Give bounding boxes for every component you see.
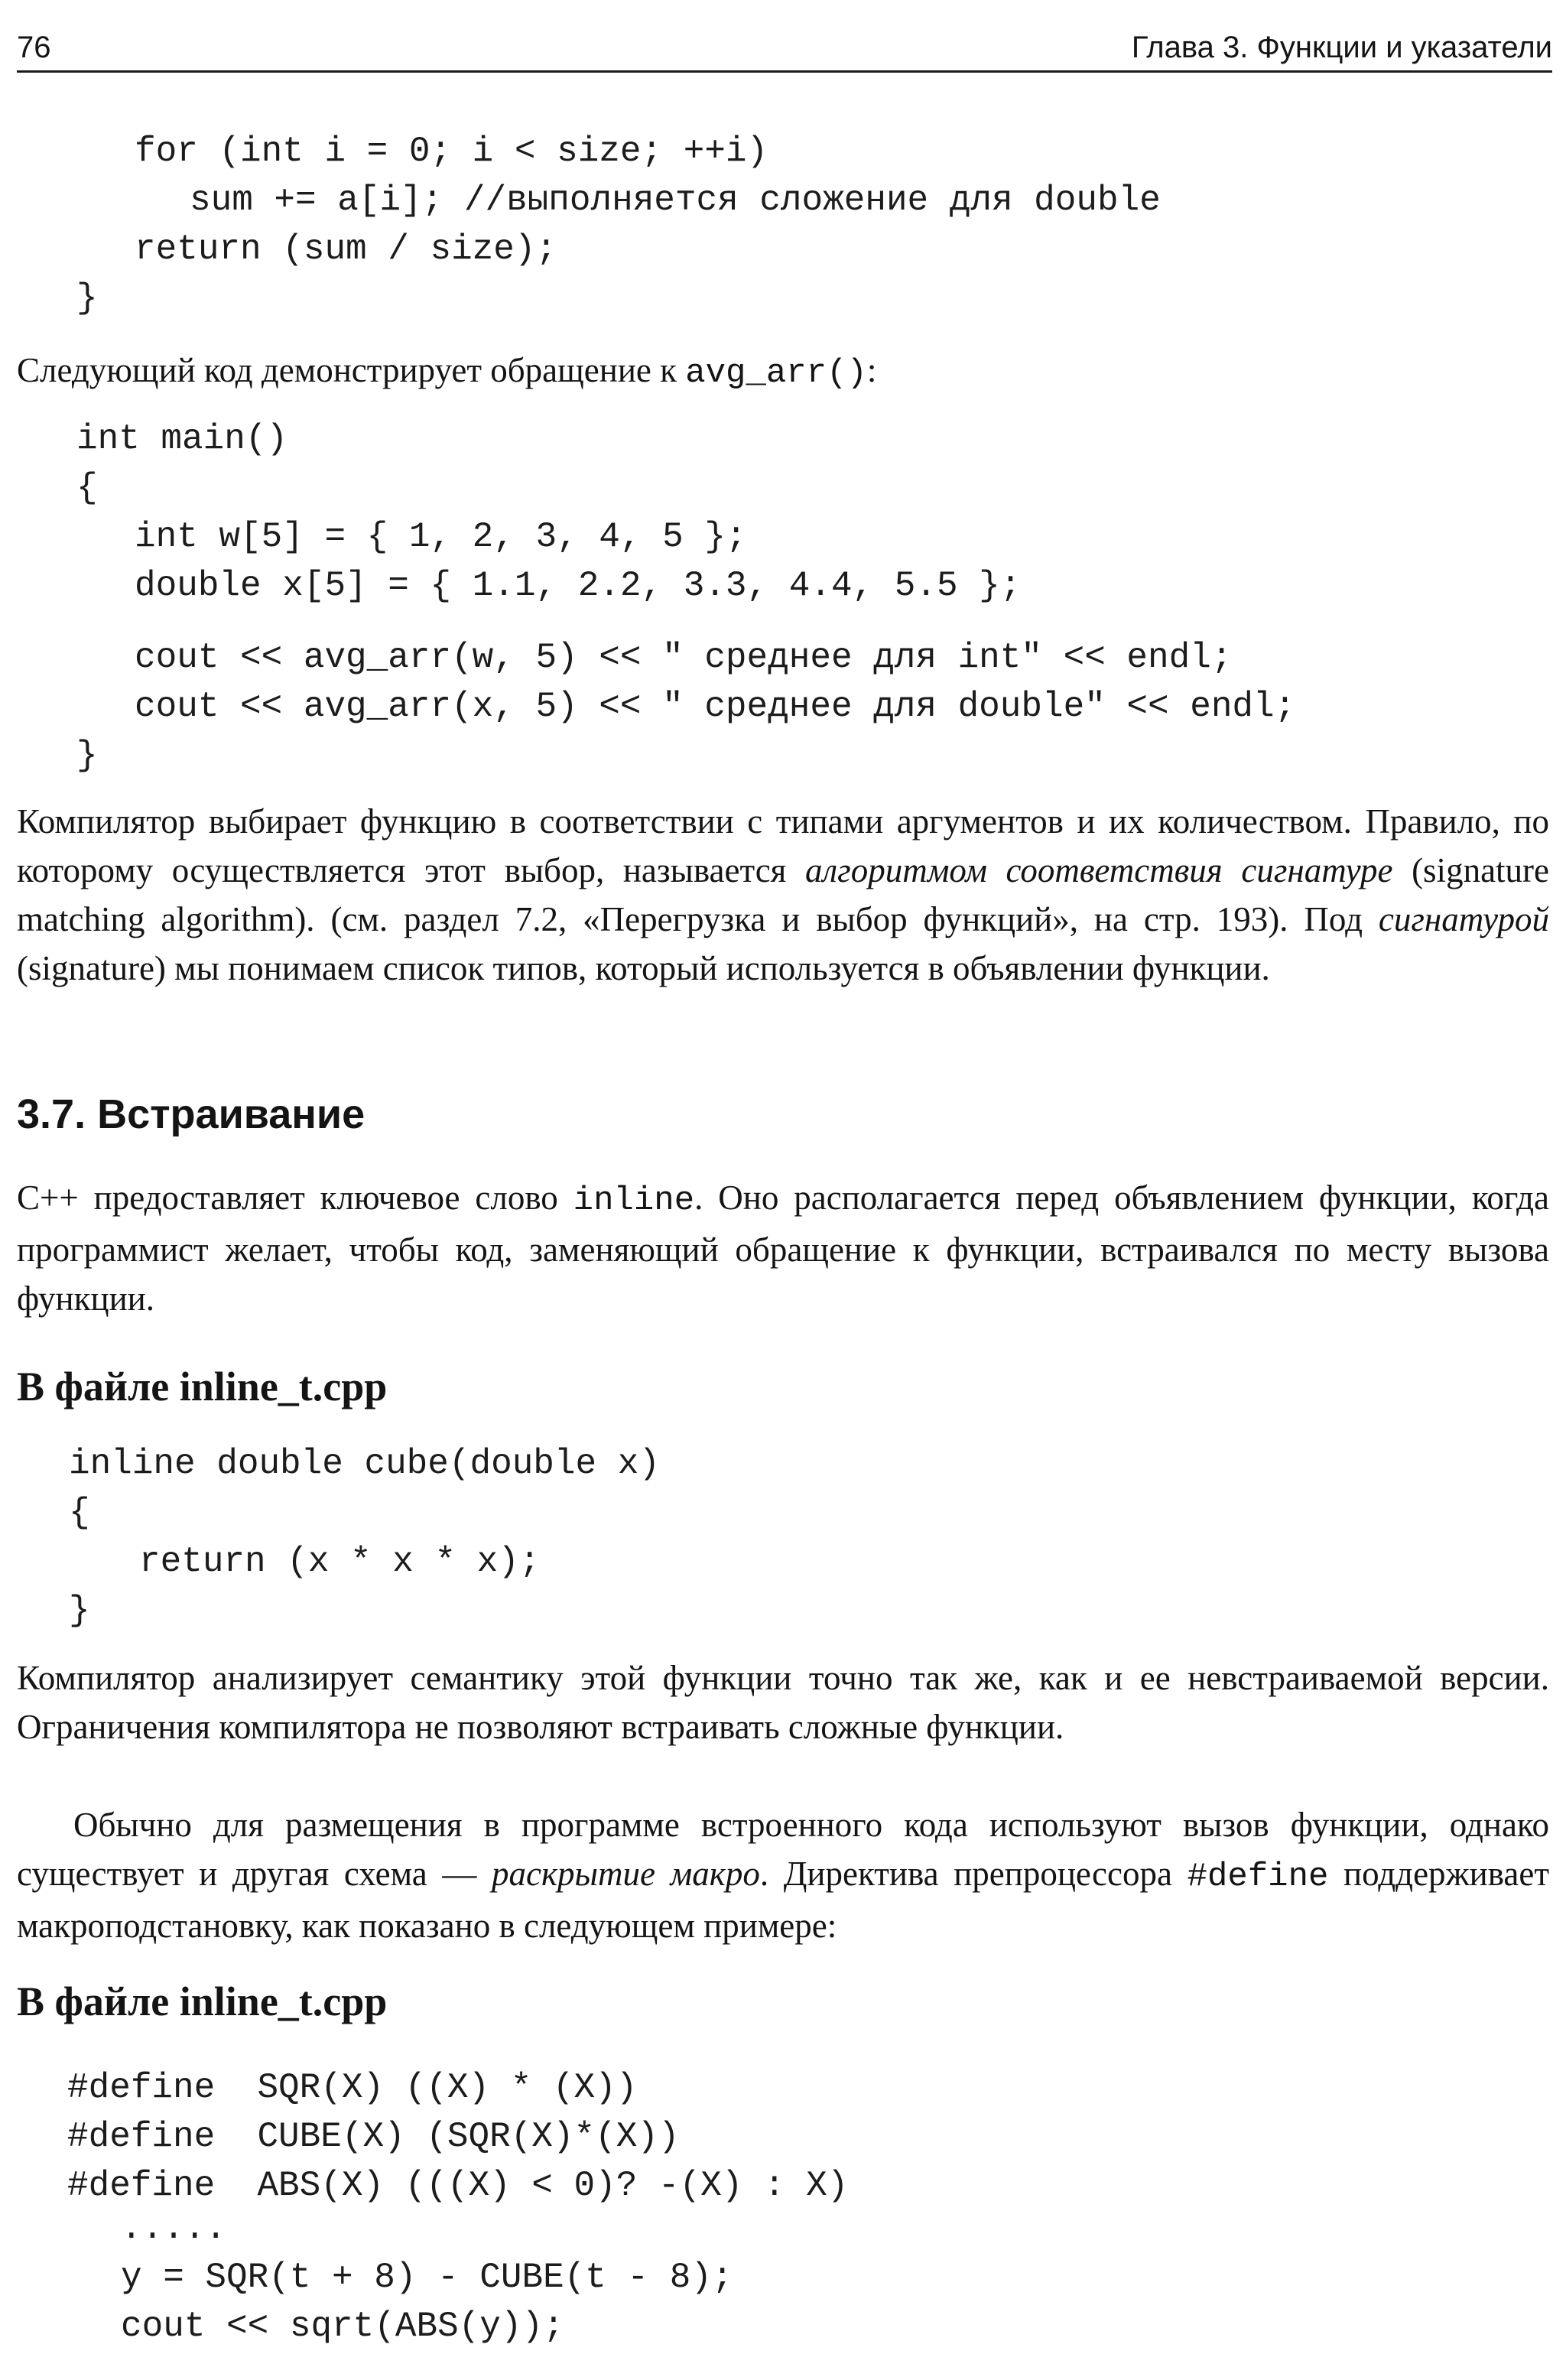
code-line: int w[5] = { 1, 2, 3, 4, 5 }; <box>135 517 747 557</box>
code-line: { <box>76 468 98 508</box>
italic-term: раскрытие макро <box>491 1855 760 1893</box>
paragraph-text: поддерживает макроподстановку, как показано в следующем примере: <box>17 1855 1549 1945</box>
inline-code: avg_arr() <box>685 354 867 392</box>
code-line: #define SQR(X) ((X) * (X)) <box>67 2068 638 2108</box>
code-line: } <box>76 278 98 318</box>
paragraph-text: (signature) мы понимаем список типов, который используется в объявлении функции. <box>17 949 1270 987</box>
paragraph-text: C++ предоставляет ключевое слово <box>17 1179 573 1217</box>
paragraph-text: . Директива препроцессора <box>759 1855 1187 1893</box>
code-line: #define CUBE(X) (SQR(X)*(X)) <box>67 2117 680 2157</box>
code-line: inline double cube(double x) <box>69 1444 660 1484</box>
page-number: 76 <box>17 31 51 64</box>
code-line: } <box>69 1591 90 1631</box>
paragraph-text: Следующий код демонстрирует обращение к <box>17 351 686 389</box>
paragraph-text: . Оно располагается перед объявлением функции, когда программист желает, чтобы код, заменяющий обращение к функции, встраивался по месту вызова функции. <box>17 1179 1549 1318</box>
code-line: } <box>76 736 98 775</box>
paragraph-semantics <box>17 1653 1549 1751</box>
code-line: y = SQR(t + 8) - CUBE(t - 8); <box>121 2258 733 2297</box>
inline-code: #define <box>1187 1858 1329 1896</box>
paragraph-text: Компилятор анализирует семантику этой функции точно так же, как и ее невстраиваемой версии. Ограничения компилятора не позволяют встраивать сложные функции. <box>17 1659 1549 1746</box>
paragraph-text: Обычно для размещения в программе встроенного кода используют вызов функции, однако существует и другая схема — <box>17 1806 1549 1893</box>
paragraph-macro-expansion <box>17 1800 1549 1950</box>
code-line: sum += a[i]; //выполняется сложение для double <box>190 180 1161 220</box>
paragraph-text: (signature matching algorithm). (см. раздел 7.2, «Перегрузка и выбор функций», на стр. 193). Под <box>17 851 1549 938</box>
code-line: ..... <box>121 2209 227 2248</box>
paragraph-text: Компилятор выбирает функцию в соответствии с типами аргументов и их количеством. Правило, по которому осуществляется этот выбор, называется <box>17 802 1549 889</box>
code-line: int main() <box>76 419 288 459</box>
file-heading: В файле inline_t.cpp <box>17 1978 388 2024</box>
code-line: cout << avg_arr(w, 5) << " среднее для int" << endl; <box>135 638 1233 678</box>
code-line: return (sum / size); <box>135 229 557 269</box>
code-line: #define ABS(X) (((X) < 0)? -(X) : X) <box>67 2166 849 2206</box>
code-line: return (x * x * x); <box>139 1542 541 1582</box>
inline-code: inline <box>573 1182 695 1220</box>
paragraph-signature-matching <box>17 797 1549 993</box>
section-heading: 3.7. Встраивание <box>17 1091 366 1137</box>
running-header <box>17 23 1552 73</box>
paragraph-call-example-intro <box>17 346 1549 398</box>
code-line: cout << sqrt(ABS(y)); <box>121 2307 564 2346</box>
italic-term: сигнатурой <box>1378 900 1549 938</box>
code-line: { <box>69 1493 90 1533</box>
code-line: double x[5] = { 1.1, 2.2, 3.3, 4.4, 5.5 }; <box>135 566 1022 606</box>
italic-term: алгоритмом соответствия сигнатуре <box>805 851 1393 889</box>
file-heading: В файле inline_t.cpp <box>17 1364 388 1409</box>
paragraph-text: : <box>866 351 877 389</box>
code-line: for (int i = 0; i < size; ++i) <box>135 132 768 171</box>
chapter-title: Глава 3. Функции и указатели <box>1131 31 1552 64</box>
paragraph-inline-keyword <box>17 1173 1549 1323</box>
code-line: cout << avg_arr(x, 5) << " среднее для double" << endl; <box>135 687 1296 727</box>
